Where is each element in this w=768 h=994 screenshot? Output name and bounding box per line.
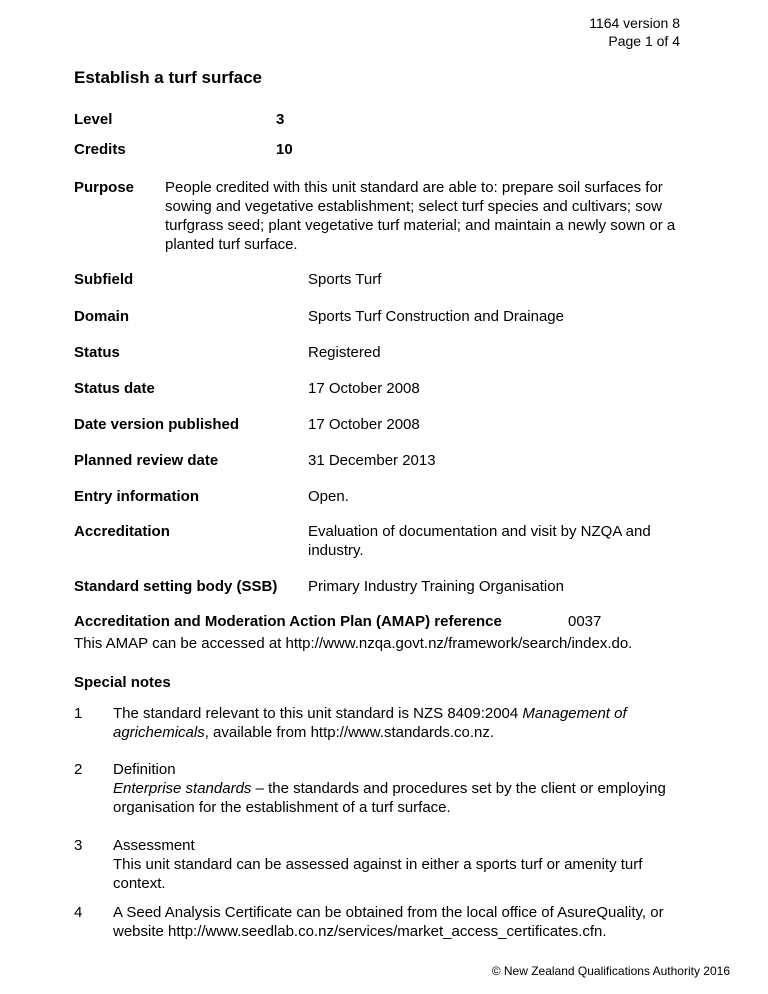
entry-information-label: Entry information xyxy=(74,488,200,505)
note-4-text: A Seed Analysis Certificate can be obtained from the local office of AsureQuality, or website http://www.seedlab.co.nz/services/market_access_certificates.cfn. xyxy=(113,904,664,940)
date-published-label: Date version published xyxy=(74,416,240,433)
review-date-label: Planned review date xyxy=(74,452,219,469)
copyright-footer: © New Zealand Qualifications Authority 2016 xyxy=(491,964,730,978)
note-number: 1 xyxy=(74,705,83,722)
status-date-value: 17 October 2008 xyxy=(308,380,420,397)
page-number: Page 1 of 4 xyxy=(608,33,680,49)
purpose-label: Purpose xyxy=(74,179,135,196)
status-value: Registered xyxy=(308,344,381,361)
note-2-term: Enterprise standards xyxy=(113,780,252,797)
amap-label: Accreditation and Moderation Action Plan (AMAP) reference xyxy=(74,613,502,630)
level-value: 3 xyxy=(276,111,285,128)
amap-value: 0037 xyxy=(568,613,602,630)
note-3-body: This unit standard can be assessed against in either a sports turf or amenity turf context. xyxy=(113,856,643,892)
ssb-value: Primary Industry Training Organisation xyxy=(308,578,564,595)
page-title: Establish a turf surface xyxy=(74,68,263,87)
subfield-label: Subfield xyxy=(74,271,134,288)
entry-information-value: Open. xyxy=(308,488,349,505)
note-1-text xyxy=(113,704,693,742)
note-3-text xyxy=(113,836,693,893)
note-2-text xyxy=(113,760,693,817)
level-label: Level xyxy=(74,111,113,128)
accreditation-label: Accreditation xyxy=(74,523,170,540)
status-date-label: Status date xyxy=(74,380,155,397)
note-1-italic: Management of agrichemicals xyxy=(113,705,627,741)
status-label: Status xyxy=(74,344,120,361)
accreditation-value: Evaluation of documentation and visit by NZQA and industry. xyxy=(308,523,651,559)
note-number: 4 xyxy=(74,904,83,921)
ssb-label: Standard setting body (SSB) xyxy=(74,578,278,595)
review-date-value: 31 December 2013 xyxy=(308,452,436,469)
purpose-text: People credited with this unit standard are able to: prepare soil surfaces for sowing and vegetative establishment; select turf species and cultivars; sow turfgrass seed; plant vegetative turf material; and maintain a newly sown or a planted turf surface. xyxy=(165,179,676,253)
credits-value: 10 xyxy=(276,141,293,158)
note-1-post: , available from http://www.standards.co.nz. xyxy=(204,724,495,741)
domain-label: Domain xyxy=(74,308,130,325)
credits-label: Credits xyxy=(74,141,126,158)
domain-value: Sports Turf Construction and Drainage xyxy=(308,308,564,325)
subfield-value: Sports Turf xyxy=(308,271,382,288)
document-header xyxy=(589,14,680,50)
version-label: 1164 version 8 xyxy=(589,15,680,31)
note-3-heading: Assessment xyxy=(113,837,195,854)
note-1-pre: The standard relevant to this unit standard is NZS 8409:2004 xyxy=(113,705,523,722)
date-published-value: 17 October 2008 xyxy=(308,416,420,433)
note-2-definition-text: – the standards and procedures set by the client or employing organisation for the establishment of a turf surface. xyxy=(113,780,666,816)
note-number: 3 xyxy=(74,837,83,854)
special-notes-heading: Special notes xyxy=(74,674,171,691)
amap-access-text: This AMAP can be accessed at http://www.nzqa.govt.nz/framework/search/index.do. xyxy=(74,635,633,652)
note-2-definition xyxy=(113,779,693,817)
note-2-heading: Definition xyxy=(113,761,176,778)
note-number: 2 xyxy=(74,761,83,778)
